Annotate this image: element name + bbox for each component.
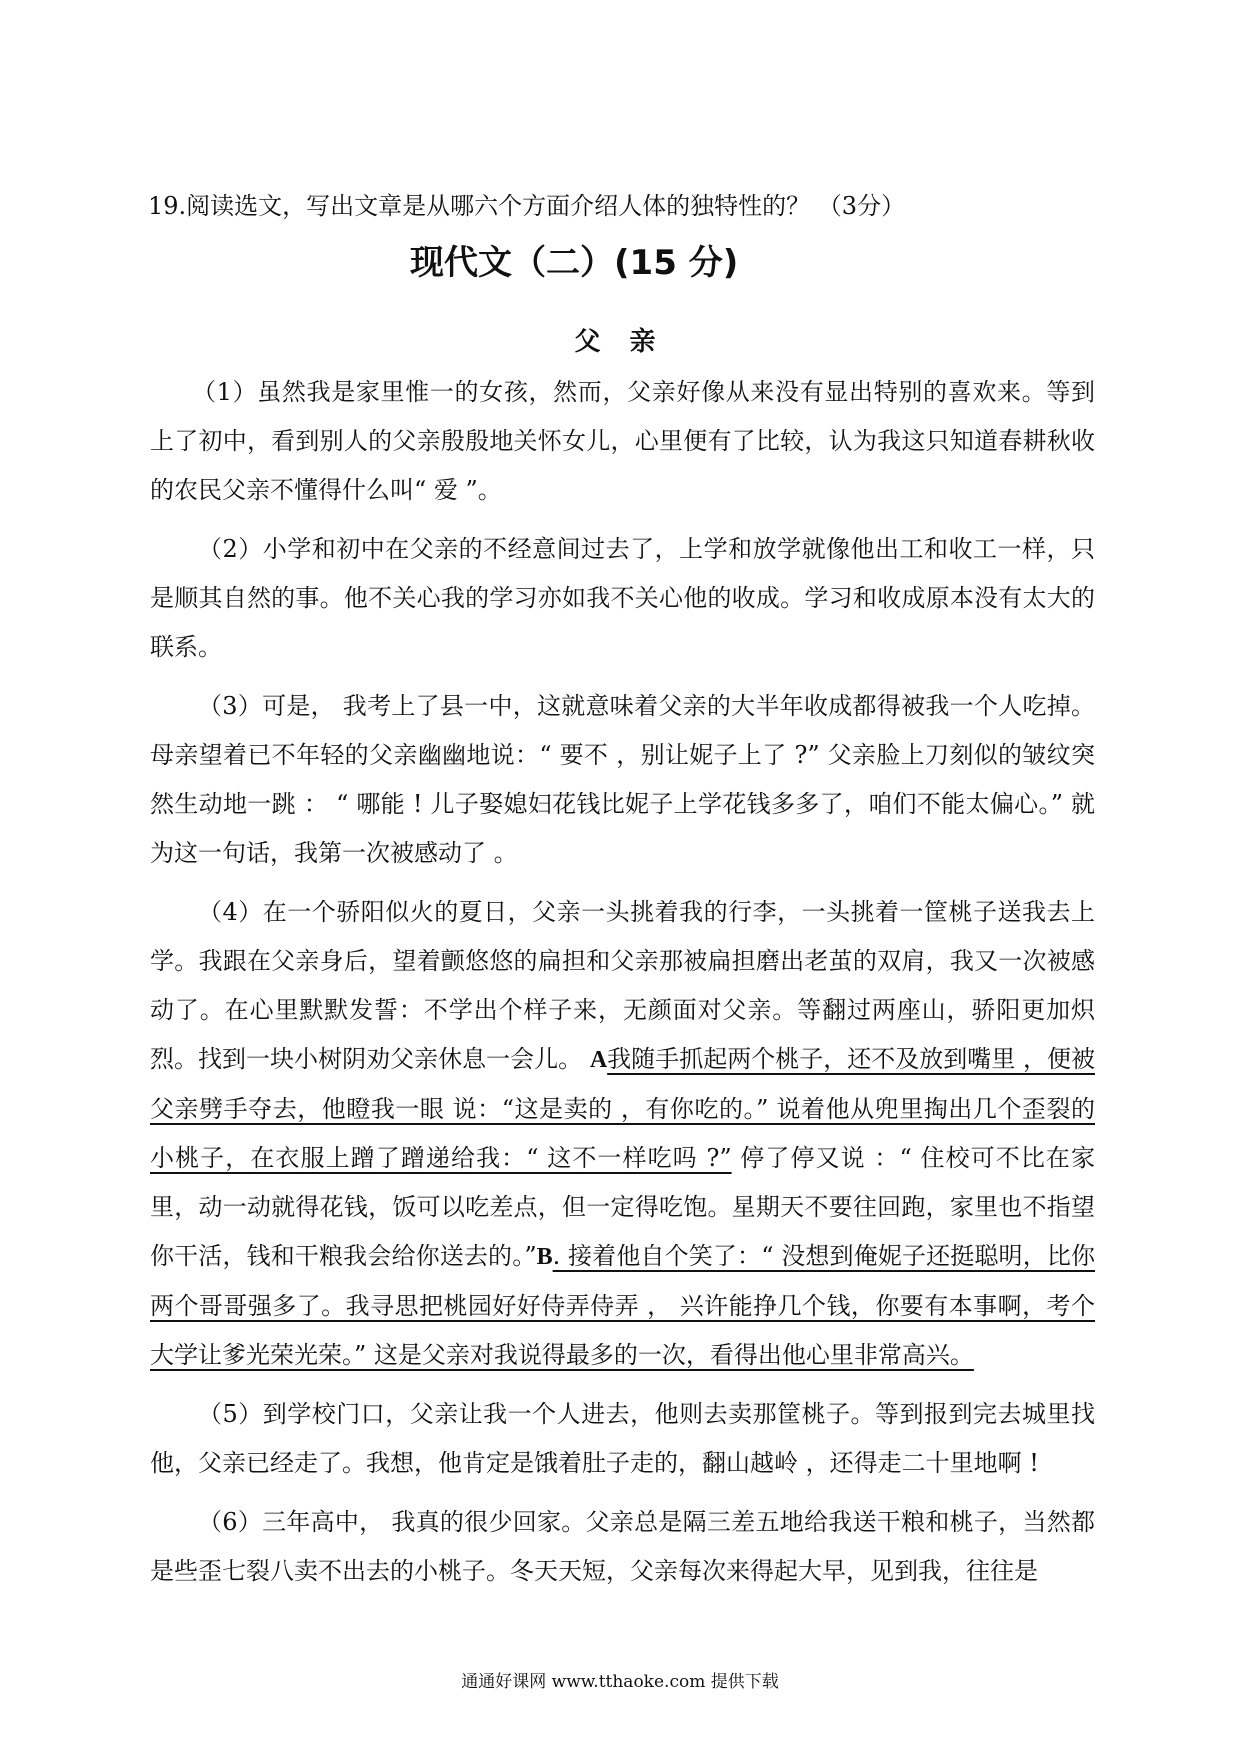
- paragraph-4-text-1: （4）在一个骄阳似火的夏日，父亲一头挑着我的行李，一头挑着一筐桃子送我去上学。我跟在父亲身后，望着颤悠悠的扁担和父亲那被扁担磨出老茧的双肩，我又一次被感动了。在心里默默发誓：不学出个样子来，无颜面对父亲。等翻过两座山，骄阳更加炽烈。找到一块小树阴劝父亲休息一会儿。: [150, 898, 1095, 1073]
- footer-credit: 通通好课网 www.tthaoke.com 提供下载: [461, 1672, 779, 1692]
- paragraph-4-text-2: 停了停又说 ：“ 住校可不比在家里，动一动就得花钱，饭可以吃差点，但一定得吃饱。星期天不要往回跑，家里也不指望你干活，钱和干粮我会给你送去的。”: [150, 1144, 1096, 1270]
- paragraph-2: （2）小学和初中在父亲的不经意间过去了，上学和放学就像他出工和收工一样，只是顺其自然的事。他不关心我的学习亦如我不关心他的收成。学习和收成原本没有太大的联系。: [150, 535, 1095, 661]
- marker-a: A: [589, 1047, 608, 1073]
- paragraph-5: （5）到学校门口，父亲让我一个人进去，他则去卖那筐桃子。等到报到完去城里找他，父亲已经走了。我想，他肯定是饿着肚子走的，翻山越岭 ，还得走二十里地啊 !: [150, 1400, 1095, 1477]
- paragraph-6: （6）三年高中， 我真的很少回家。父亲总是隔三差五地给我送干粮和桃子，当然都是些歪七裂八卖不出去的小桃子。冬天天短，父亲每次来得起大早，见到我，往往是: [150, 1508, 1095, 1585]
- paragraph-1: （1）虽然我是家里惟一的女孩，然而，父亲好像从来没有显出特别的喜欢来。等到上了初中，看到别人的父亲殷殷地关怀女儿，心里便有了比较，认为我这只知道春耕秋收的农民父亲不懂得什么叫“ 爱 ”。: [150, 378, 1095, 504]
- section-title: 现代文（二）(15 分): [410, 243, 739, 283]
- question-19: 19.阅读选文，写出文章是从哪六个方面介绍人体的独特性的？ （3分）: [148, 192, 906, 220]
- marker-b: B: [536, 1244, 553, 1270]
- paragraph-3: （3）可是， 我考上了县一中，这就意味着父亲的大半年收成都得被我一个人吃掉。母亲望着已不年轻的父亲幽幽地说：“ 要不 ，别让妮子上了 ?” 父亲脸上刀刻似的皱纹突然生动地一跳 ： “ 哪能 ! 儿子娶媳妇花钱比妮子上学花钱多多了，咱们不能太偏心。” 就为这一句话，我第一次被感动了 。: [150, 692, 1095, 867]
- article-title: 父 亲: [574, 327, 666, 357]
- article-body: [150, 368, 1095, 1606]
- paragraph-4: [150, 888, 1095, 1380]
- underlined-passage-b: . 接着他自个笑了：“ 没想到俺妮子还挺聪明，比你两个哥哥强多了。我寻思把桃园好好侍弄侍弄 ， 兴许能挣几个钱，你要有本事啊，考个大学让爹光荣光荣。” 这是父亲对我说得最多的一次，看得出他心里非常高兴。: [150, 1242, 1095, 1369]
- underlined-passage-a: 我随手抓起两个桃子，还不及放到嘴里 ，便被父亲劈手夺去，他瞪我一眼 说：“这是卖的 ，有你吃的。” 说着他从兜里掏出几个歪裂的小桃子，在衣服上蹭了蹭递给我：“ 这不一样吃吗 ?”: [150, 1045, 1095, 1172]
